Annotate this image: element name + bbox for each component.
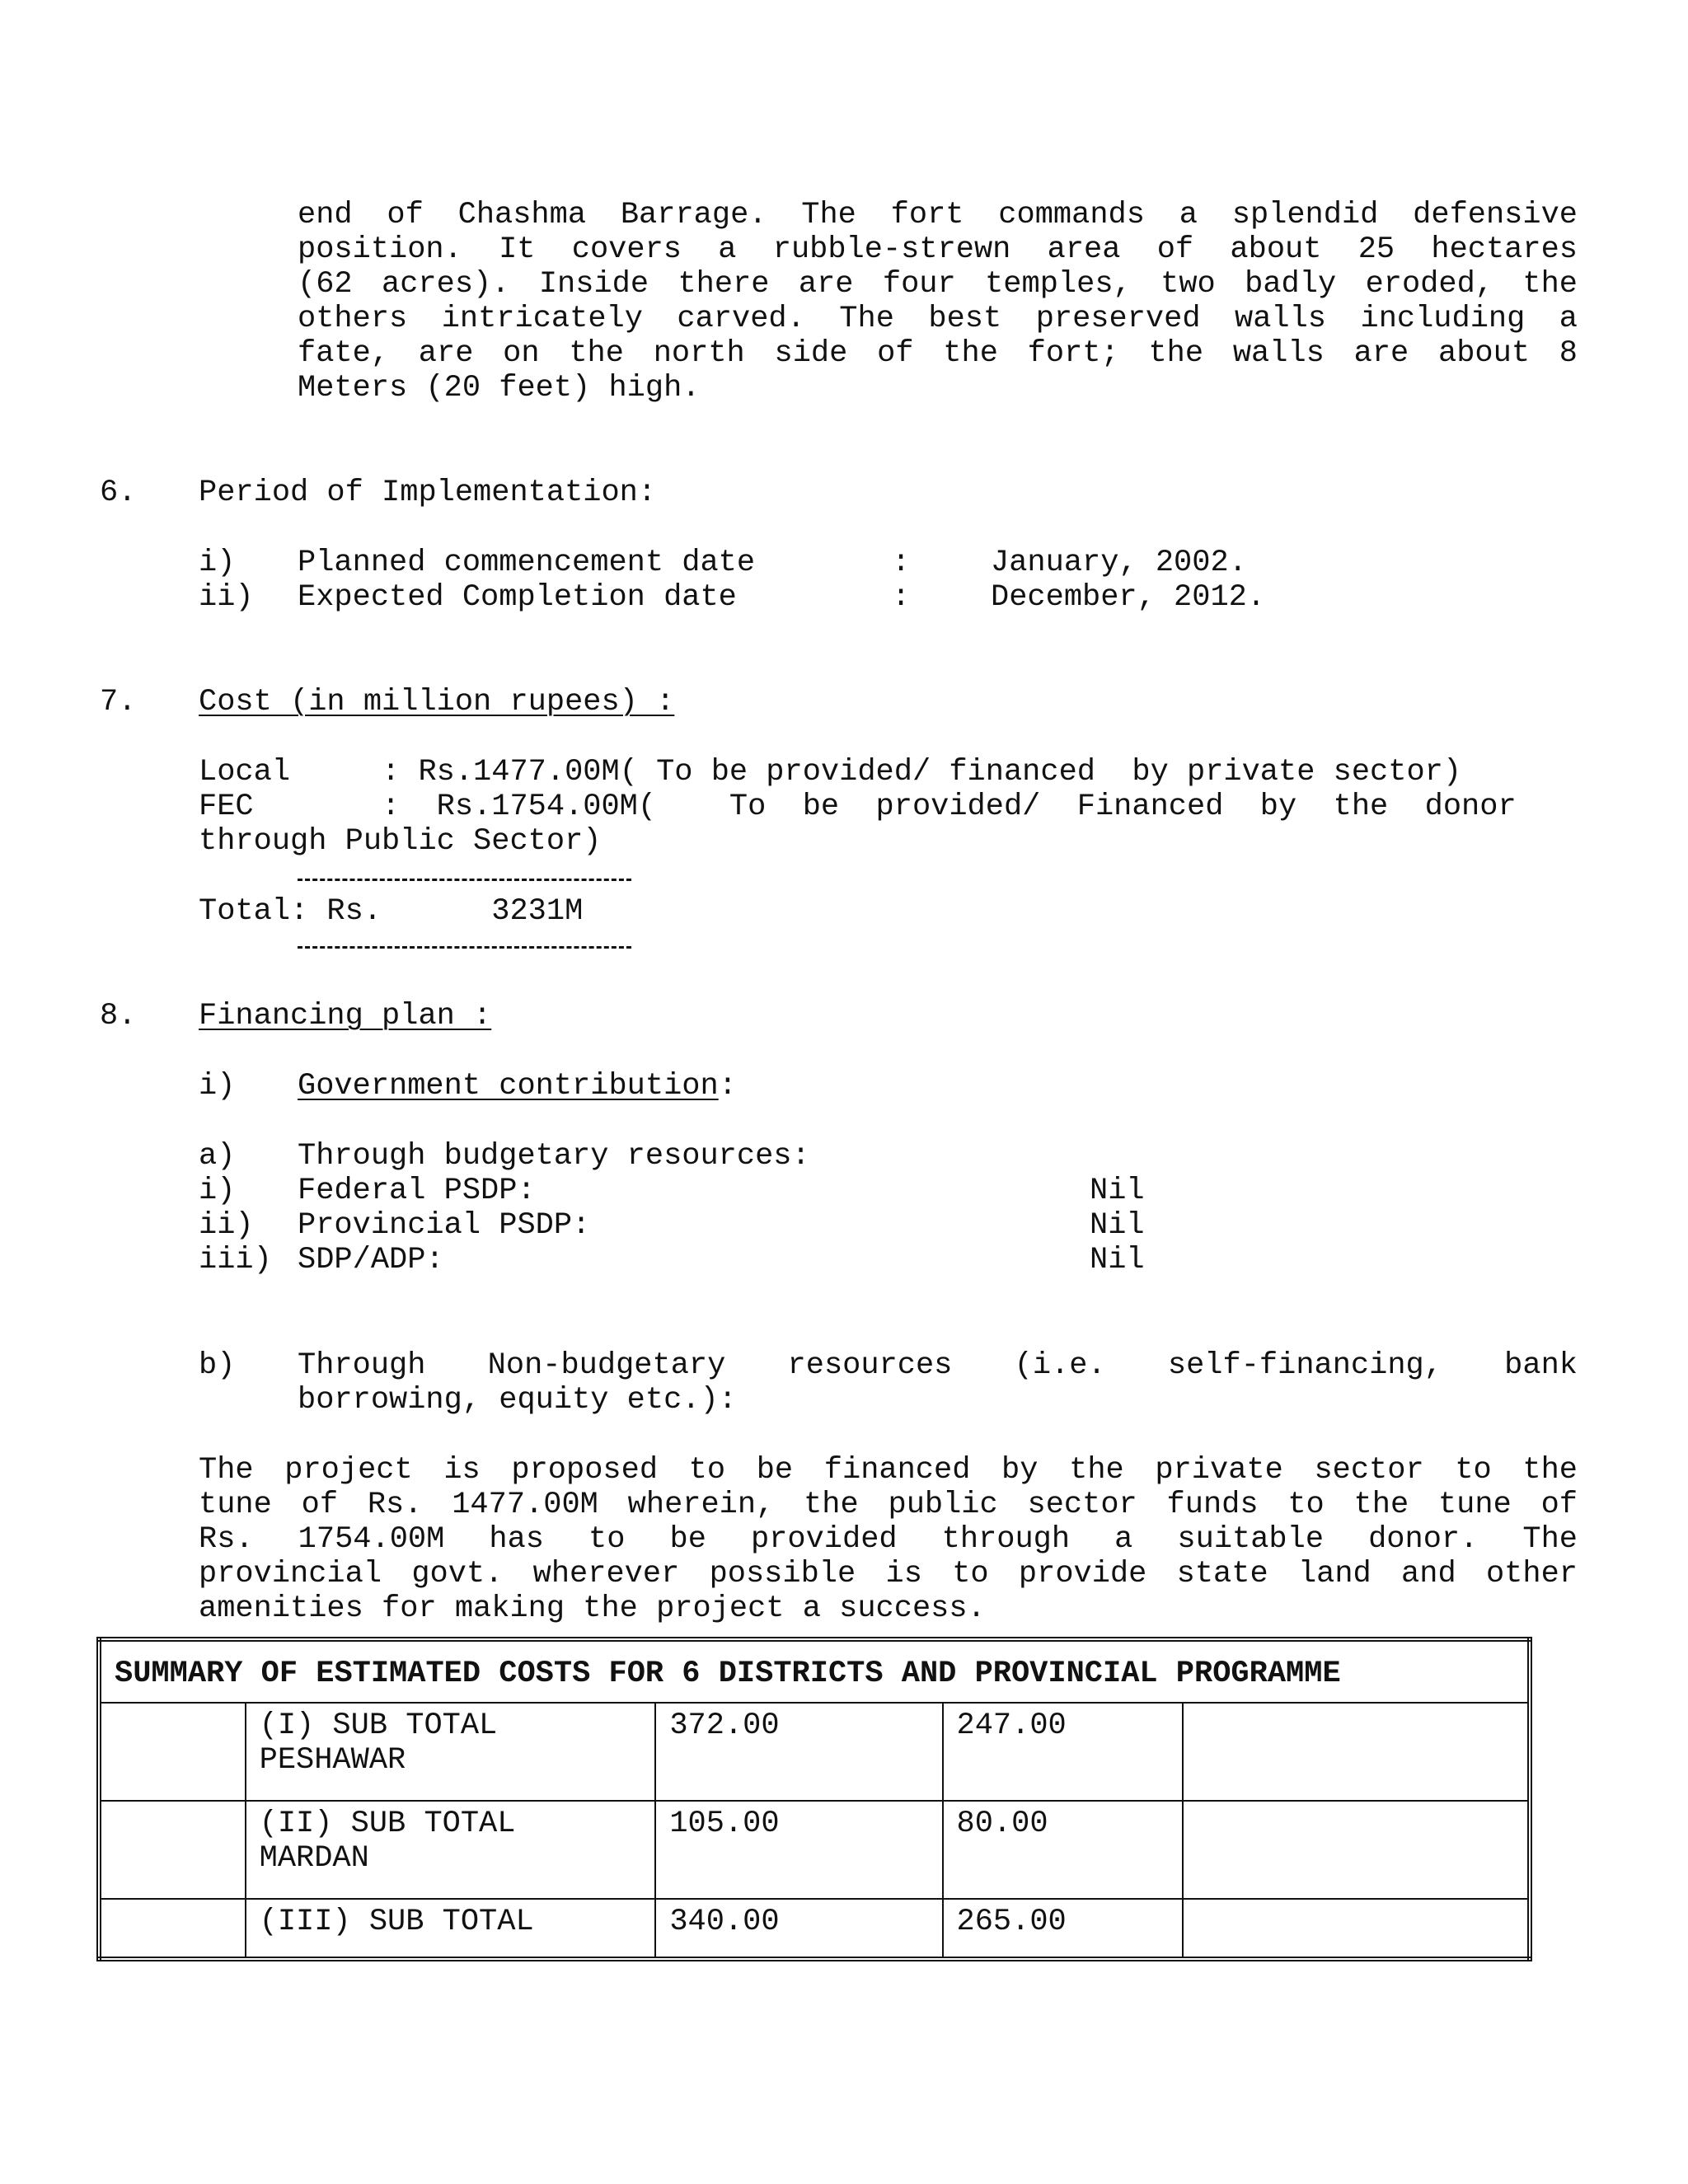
table-cell-name: (II) SUB TOTAL MARDAN <box>246 1801 656 1899</box>
budget-value: Nil <box>1090 1243 1145 1277</box>
table-cell <box>99 1899 246 1959</box>
item-number: ii) <box>199 1208 254 1243</box>
table-cell <box>1183 1703 1531 1801</box>
table-cell <box>1183 1801 1531 1899</box>
budget-label: Federal PSDP: <box>298 1174 536 1208</box>
item-number: i) <box>199 1069 236 1104</box>
item-number: b) <box>199 1348 236 1383</box>
completion-date: December, 2012. <box>991 580 1266 615</box>
heading-colon: : <box>718 1069 737 1104</box>
financing-paragraph-line: provincial govt. wherever possible is to provide state land and other <box>199 1557 1578 1591</box>
budget-value: Nil <box>1090 1174 1145 1208</box>
table-cell-name: (III) SUB TOTAL <box>246 1899 656 1959</box>
table-cell-value: 105.00 <box>655 1801 942 1899</box>
intro-line: others intricately carved. The best preserved walls including a <box>298 302 1578 336</box>
table-cell-value: 247.00 <box>943 1703 1183 1801</box>
table-cell <box>1183 1899 1531 1959</box>
summary-cost-table <box>96 1637 1532 1961</box>
table-cell-value: 372.00 <box>655 1703 942 1801</box>
item-separator: : <box>892 546 911 580</box>
cost-local-line: Local : Rs.1477.00M( To be provided/ financed by private sector) <box>199 755 1462 790</box>
table-title-row <box>99 1639 1530 1703</box>
government-contribution-heading <box>298 1069 737 1104</box>
item-separator: : <box>892 580 911 615</box>
section-number: 8. <box>100 999 137 1033</box>
section-number: 7. <box>100 685 137 719</box>
item-number: i) <box>199 1174 236 1208</box>
table-row <box>99 1703 1530 1801</box>
intro-line: (62 acres). Inside there are four temples, two badly eroded, the <box>298 267 1578 302</box>
table-cell-name: (I) SUB TOTAL PESHAWAR <box>246 1703 656 1801</box>
financing-paragraph-line: The project is proposed to be financed by the private sector to the <box>199 1453 1578 1488</box>
financing-paragraph-last-line: amenities for making the project a success. <box>199 1591 986 1626</box>
table-cell-value: 265.00 <box>943 1899 1183 1959</box>
table-row <box>99 1899 1530 1959</box>
cost-fec-line: FEC : Rs.1754.00M( To be provided/ Financed by the donor <box>199 790 1517 824</box>
government-contribution-title: Government contribution <box>298 1069 719 1104</box>
cost-total-line: Total: Rs. 3231M <box>199 894 584 929</box>
item-number: a) <box>199 1139 236 1174</box>
financing-paragraph-line: Rs. 1754.00M has to be provided through a suitable donor. The <box>199 1522 1578 1557</box>
section-title: Financing plan : <box>199 999 492 1033</box>
item-number: iii) <box>199 1243 272 1277</box>
non-budgetary-line: Through Non-budgetary resources (i.e. self-financing, bank <box>298 1348 1578 1383</box>
section-title: Cost (in million rupees) : <box>199 685 675 719</box>
table-title: SUMMARY OF ESTIMATED COSTS FOR 6 DISTRICTS AND PROVINCIAL PROGRAMME <box>99 1639 1530 1703</box>
table-cell-value: 340.00 <box>655 1899 942 1959</box>
table-cell-value: 80.00 <box>943 1801 1183 1899</box>
budgetary-heading: Through budgetary resources: <box>298 1139 810 1174</box>
item-number: i) <box>199 546 236 580</box>
intro-line: fate, are on the north side of the fort; the walls are about 8 <box>298 336 1578 371</box>
financing-paragraph-line: tune of Rs. 1477.00M wherein, the public sector funds to the tune of <box>199 1488 1578 1522</box>
intro-line: position. It covers a rubble-strewn area of about 25 hectares <box>298 232 1578 267</box>
table-cell <box>99 1801 246 1899</box>
budget-label: Provincial PSDP: <box>298 1208 591 1243</box>
section-number: 6. <box>100 476 137 510</box>
item-label: Planned commencement date <box>298 546 756 580</box>
table-row <box>99 1801 1530 1899</box>
divider-top <box>298 879 631 881</box>
item-label: Expected Completion date <box>298 580 737 615</box>
cost-fec-continuation: through Public Sector) <box>199 824 602 859</box>
intro-last-line: Meters (20 feet) high. <box>298 371 701 405</box>
commencement-date: January, 2002. <box>991 546 1247 580</box>
section-title: Period of Implementation: <box>199 476 657 510</box>
budget-value: Nil <box>1090 1208 1145 1243</box>
intro-line: end of Chashma Barrage. The fort commands a splendid defensive <box>298 198 1578 232</box>
item-number: ii) <box>199 580 254 615</box>
budget-label: SDP/ADP: <box>298 1243 444 1277</box>
non-budgetary-line: borrowing, equity etc.): <box>298 1383 737 1418</box>
divider-bottom <box>298 946 631 949</box>
table-cell <box>99 1703 246 1801</box>
